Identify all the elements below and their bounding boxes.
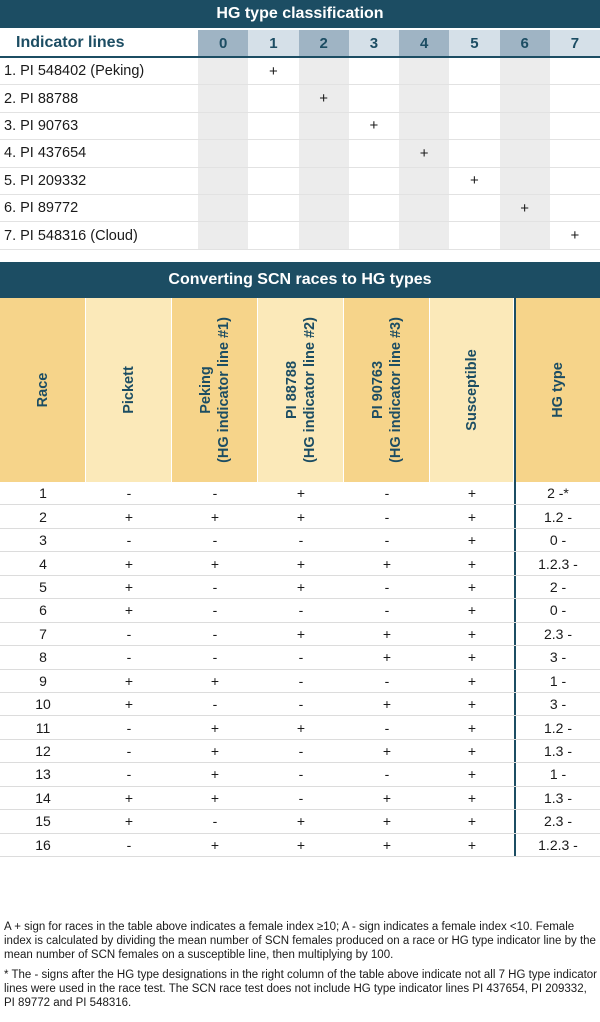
table1-row xyxy=(0,168,600,195)
pi88788-cell: + xyxy=(296,508,306,525)
table1-cell xyxy=(349,222,399,248)
pickett-cell: - xyxy=(126,625,132,642)
table2-header-row xyxy=(0,298,600,482)
table1-cell xyxy=(550,168,600,194)
hg-type-cell: 2.3 - xyxy=(514,623,600,645)
table1-row xyxy=(0,58,600,85)
hg-type-cell: 1.3 - xyxy=(514,740,600,762)
pi90763-cell: - xyxy=(384,485,390,502)
race-cell: 9 xyxy=(39,672,47,689)
hg-type-cell: 3 - xyxy=(514,693,600,715)
pi90763-cell: - xyxy=(384,602,390,619)
table1-row xyxy=(0,85,600,112)
table1-cell xyxy=(198,140,248,166)
table1-cell xyxy=(198,85,248,111)
table1-cell xyxy=(399,195,449,221)
table1-cell xyxy=(500,140,550,166)
hg-type-cell: 2.3 - xyxy=(514,810,600,832)
hg-type-cell: 1.3 - xyxy=(514,787,600,809)
susceptible-cell: + xyxy=(467,789,477,806)
pi90763-cell: + xyxy=(382,625,392,642)
peking-cell: + xyxy=(210,719,220,736)
hg-type-header-label: HG type xyxy=(550,362,566,418)
table1-body xyxy=(0,58,600,250)
table1-cell: + xyxy=(268,62,278,80)
pi90763-cell: - xyxy=(384,578,390,595)
peking-cell: + xyxy=(210,836,220,853)
table2-row xyxy=(0,670,600,693)
pi88788-cell: + xyxy=(296,719,306,736)
susceptible-cell: + xyxy=(467,602,477,619)
table1-header-row xyxy=(0,30,600,58)
hg-type-cell: 3 - xyxy=(514,646,600,668)
hg-type-cell: 1.2.3 - xyxy=(514,834,600,856)
table2-title: Converting SCN races to HG types xyxy=(0,262,600,298)
hg-type-cell: 2 -* xyxy=(514,482,600,504)
table1-cell xyxy=(198,168,248,194)
susceptible-cell: + xyxy=(467,578,477,595)
hg-type-header xyxy=(514,298,600,482)
pi90763-cell: + xyxy=(382,649,392,666)
table1-cell xyxy=(449,222,499,248)
indicator-line-label: 5. PI 209332 xyxy=(4,172,87,189)
susceptible-cell: + xyxy=(467,743,477,760)
table1-cell xyxy=(349,140,399,166)
pi88788-cell: + xyxy=(296,625,306,642)
pi88788-cell: - xyxy=(298,649,304,666)
column-header: 7 xyxy=(550,30,600,56)
table1-cell xyxy=(198,58,248,84)
susceptible-header-label: Susceptible xyxy=(463,349,480,431)
table1-cell xyxy=(500,222,550,248)
pickett-header-label: Pickett xyxy=(120,366,137,414)
pi90763-cell: + xyxy=(382,555,392,572)
peking-cell: + xyxy=(210,672,220,689)
pi90763-cell: + xyxy=(382,696,392,713)
table1-row xyxy=(0,113,600,140)
pi88788-cell: + xyxy=(296,836,306,853)
peking-cell: + xyxy=(210,743,220,760)
peking-cell: - xyxy=(212,625,218,642)
footnotes xyxy=(4,920,598,1016)
peking-cell: + xyxy=(210,508,220,525)
table1-cell: + xyxy=(570,227,580,245)
table1-cell xyxy=(349,58,399,84)
indicator-line-label: 3. PI 90763 xyxy=(4,117,79,134)
hg-type-cell: 1.2 - xyxy=(514,505,600,527)
table1-cell xyxy=(399,222,449,248)
column-header: 4 xyxy=(399,30,449,56)
table1-row xyxy=(0,195,600,222)
table2-row xyxy=(0,740,600,763)
table1-cell xyxy=(248,168,298,194)
table1-row xyxy=(0,140,600,167)
table2-row xyxy=(0,482,600,505)
pickett-cell: - xyxy=(126,743,132,760)
pi90763-cell: + xyxy=(382,836,392,853)
table1-cell xyxy=(550,58,600,84)
table2-row xyxy=(0,834,600,857)
pi90763-cell: - xyxy=(384,508,390,525)
table1-cell xyxy=(198,222,248,248)
susceptible-cell: + xyxy=(467,485,477,502)
pi90763-cell: - xyxy=(384,766,390,783)
table1-cell xyxy=(248,85,298,111)
table1-cell xyxy=(399,168,449,194)
column-header: 2 xyxy=(299,30,349,56)
column-header: 5 xyxy=(449,30,499,56)
pickett-cell: + xyxy=(124,813,134,830)
peking-cell: - xyxy=(212,696,218,713)
pi88788-header xyxy=(258,298,344,482)
peking-cell: - xyxy=(212,649,218,666)
table2-row xyxy=(0,552,600,575)
hg-type-classification-table xyxy=(0,0,600,250)
pi88788-cell: - xyxy=(298,672,304,689)
pi88788-cell: - xyxy=(298,766,304,783)
race-cell: 2 xyxy=(39,508,47,525)
table1-cell xyxy=(299,168,349,194)
pi88788-cell: + xyxy=(296,813,306,830)
table1-cell xyxy=(449,113,499,139)
table1-cell xyxy=(299,113,349,139)
table1-cell xyxy=(299,140,349,166)
susceptible-header xyxy=(430,298,514,482)
table1-cell xyxy=(248,222,298,248)
susceptible-cell: + xyxy=(467,532,477,549)
pickett-cell: + xyxy=(124,672,134,689)
table2-row xyxy=(0,576,600,599)
table1-cell xyxy=(198,113,248,139)
pi88788-header-sublabel: (HG indicator line #2) xyxy=(301,317,318,463)
hg-type-cell: 1.2 - xyxy=(514,716,600,738)
pickett-cell: - xyxy=(126,649,132,666)
hg-type-cell: 2 - xyxy=(514,576,600,598)
column-header: 1 xyxy=(248,30,298,56)
race-cell: 3 xyxy=(39,532,47,549)
race-cell: 13 xyxy=(35,766,51,783)
peking-cell: + xyxy=(210,766,220,783)
table1-cell xyxy=(500,85,550,111)
table1-cell: + xyxy=(399,140,449,166)
pickett-cell: + xyxy=(124,789,134,806)
indicator-lines-header: Indicator lines xyxy=(16,34,125,51)
table1-cell xyxy=(449,140,499,166)
pickett-cell: + xyxy=(124,578,134,595)
table1-cell xyxy=(349,85,399,111)
pi88788-cell: - xyxy=(298,532,304,549)
table2-row xyxy=(0,505,600,528)
susceptible-cell: + xyxy=(467,649,477,666)
race-cell: 8 xyxy=(39,649,47,666)
peking-cell: + xyxy=(210,789,220,806)
hg-type-cell: 1.2.3 - xyxy=(514,552,600,574)
race-cell: 6 xyxy=(39,602,47,619)
column-header: 0 xyxy=(198,30,248,56)
pi88788-cell: - xyxy=(298,743,304,760)
pickett-cell: - xyxy=(126,719,132,736)
indicator-line-label: 2. PI 88788 xyxy=(4,90,79,107)
race-cell: 12 xyxy=(35,743,51,760)
hg-type-cell: 1 - xyxy=(514,763,600,785)
hg-type-cell: 1 - xyxy=(514,670,600,692)
race-cell: 15 xyxy=(35,813,51,830)
table1-cell: + xyxy=(469,172,479,190)
table1-cell xyxy=(299,195,349,221)
susceptible-cell: + xyxy=(467,625,477,642)
peking-cell: - xyxy=(212,578,218,595)
peking-header-sublabel: (HG indicator line #1) xyxy=(215,317,232,463)
peking-header-label: Peking xyxy=(197,366,214,414)
pi90763-cell: - xyxy=(384,672,390,689)
scn-races-to-hg-types-table xyxy=(0,262,600,857)
hg-type-cell: 0 - xyxy=(514,599,600,621)
peking-cell: - xyxy=(212,813,218,830)
pi88788-cell: - xyxy=(298,696,304,713)
table1-cell xyxy=(500,113,550,139)
table2-row xyxy=(0,810,600,833)
susceptible-cell: + xyxy=(467,508,477,525)
table1-cell xyxy=(198,195,248,221)
table1-cell xyxy=(550,85,600,111)
table1-cell xyxy=(399,58,449,84)
pi88788-cell: - xyxy=(298,789,304,806)
table2-row xyxy=(0,646,600,669)
table1-cell xyxy=(399,85,449,111)
pi90763-header-sublabel: (HG indicator line #3) xyxy=(387,317,404,463)
pi90763-cell: + xyxy=(382,743,392,760)
table1-cell: + xyxy=(299,85,349,111)
pickett-cell: - xyxy=(126,836,132,853)
race-cell: 1 xyxy=(39,485,47,502)
table2-row xyxy=(0,599,600,622)
table1-cell xyxy=(550,195,600,221)
table1-cell xyxy=(550,113,600,139)
table1-cell xyxy=(248,140,298,166)
pickett-cell: - xyxy=(126,485,132,502)
susceptible-cell: + xyxy=(467,696,477,713)
pi90763-cell: + xyxy=(382,813,392,830)
pickett-cell: - xyxy=(126,766,132,783)
race-header-label: Race xyxy=(34,372,51,408)
table1-cell xyxy=(500,58,550,84)
indicator-line-label: 4. PI 437654 xyxy=(4,145,87,162)
race-cell: 14 xyxy=(35,789,51,806)
table2-row xyxy=(0,623,600,646)
susceptible-cell: + xyxy=(467,672,477,689)
table1-cell: + xyxy=(369,117,379,135)
peking-cell: - xyxy=(212,485,218,502)
table1-cell xyxy=(449,85,499,111)
susceptible-cell: + xyxy=(467,766,477,783)
table1-cell xyxy=(399,113,449,139)
table2-body xyxy=(0,482,600,857)
table2-row xyxy=(0,693,600,716)
table1-cell xyxy=(349,168,399,194)
column-header: 3 xyxy=(349,30,399,56)
pi88788-header-label: PI 88788 xyxy=(283,360,300,420)
race-cell: 11 xyxy=(35,719,51,736)
pi90763-cell: + xyxy=(382,789,392,806)
race-cell: 10 xyxy=(35,696,51,713)
pickett-cell: + xyxy=(124,508,134,525)
hg-type-cell: 0 - xyxy=(514,529,600,551)
table1-cell: + xyxy=(500,195,550,221)
pi90763-cell: - xyxy=(384,719,390,736)
table1-cell xyxy=(500,168,550,194)
table2-row xyxy=(0,716,600,739)
hg-type-asterisk-note: * The - signs after the HG type designations in the right column of the table above indicate not all 7 HG type indicator lines were used in the race test. The SCN race test does not include HG type indicator lines PI 437654, PI 209332, PI 89772 and PI 548316. xyxy=(4,969,598,1009)
race-cell: 4 xyxy=(39,555,47,572)
table1-cell xyxy=(299,222,349,248)
peking-cell: - xyxy=(212,602,218,619)
table1-cell xyxy=(449,195,499,221)
pi88788-cell: + xyxy=(296,578,306,595)
susceptible-cell: + xyxy=(467,813,477,830)
female-index-note: A + sign for races in the table above indicates a female index ≥10; A - sign indicates a female index <10. Female index is calculated by dividing the mean number of SCN females produced on a race or HG type indicator line by the mean number of SCN females on a susceptible line, then multiplying by 100. xyxy=(4,921,596,961)
susceptible-cell: + xyxy=(467,836,477,853)
column-header: 6 xyxy=(500,30,550,56)
pickett-cell: + xyxy=(124,696,134,713)
peking-cell: - xyxy=(212,532,218,549)
table1-cell xyxy=(349,195,399,221)
race-cell: 5 xyxy=(39,578,47,595)
indicator-line-label: 7. PI 548316 (Cloud) xyxy=(4,227,138,244)
table2-row xyxy=(0,787,600,810)
table1-cell xyxy=(248,113,298,139)
pi88788-cell: + xyxy=(296,555,306,572)
pi88788-cell: - xyxy=(298,602,304,619)
pickett-cell: - xyxy=(126,532,132,549)
table2-row xyxy=(0,763,600,786)
table1-cell xyxy=(550,140,600,166)
pi90763-header xyxy=(344,298,430,482)
pickett-cell: + xyxy=(124,602,134,619)
race-header xyxy=(0,298,86,482)
table1-cell xyxy=(248,195,298,221)
table1-title: HG type classification xyxy=(0,0,600,30)
pi90763-header-label: PI 90763 xyxy=(369,360,386,420)
table1-row xyxy=(0,222,600,249)
pi90763-cell: - xyxy=(384,532,390,549)
peking-header xyxy=(172,298,258,482)
pickett-cell: + xyxy=(124,555,134,572)
race-cell: 7 xyxy=(39,625,47,642)
susceptible-cell: + xyxy=(467,555,477,572)
pi88788-cell: + xyxy=(296,485,306,502)
pickett-header xyxy=(86,298,172,482)
indicator-line-label: 6. PI 89772 xyxy=(4,200,79,217)
table1-cell xyxy=(449,58,499,84)
peking-cell: + xyxy=(210,555,220,572)
indicator-line-label: 1. PI 548402 (Peking) xyxy=(4,63,145,80)
table1-cell xyxy=(299,58,349,84)
table2-row xyxy=(0,529,600,552)
race-cell: 16 xyxy=(35,836,51,853)
susceptible-cell: + xyxy=(467,719,477,736)
